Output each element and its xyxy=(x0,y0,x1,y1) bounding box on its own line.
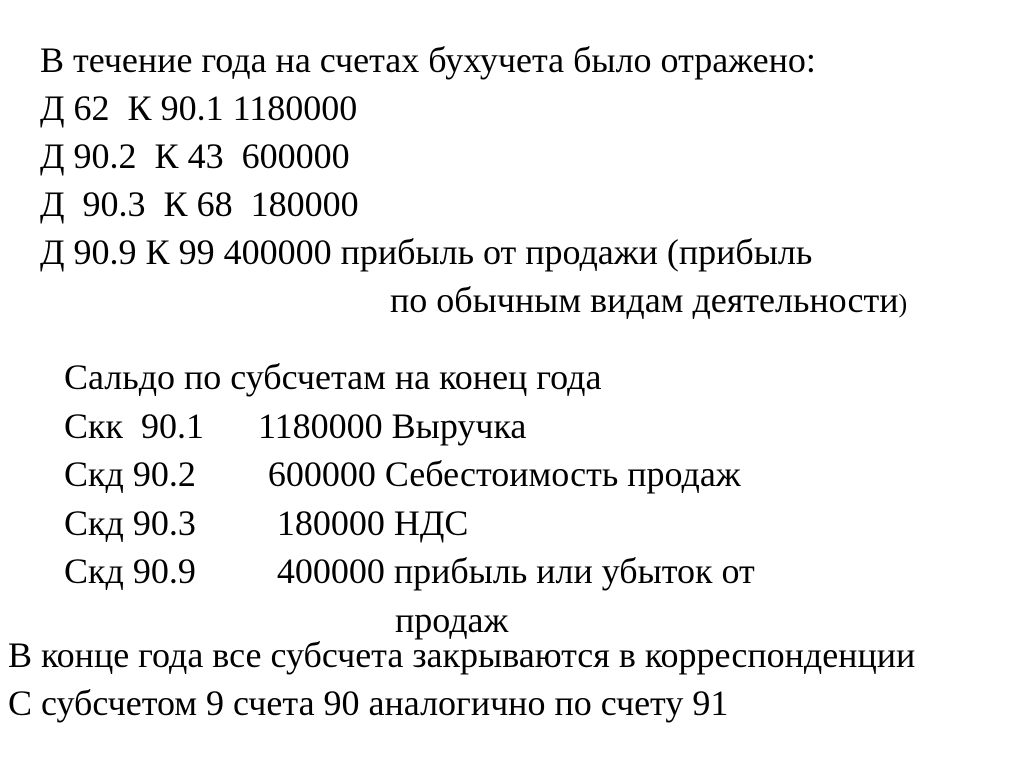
journal-entry-3: Д 90.3 К 68 180000 xyxy=(40,184,359,224)
balance-line-3: Скд 90.3 180000 НДС xyxy=(64,502,469,543)
balance-line-4: Скд 90.9 400000 прибыль или убыток от xyxy=(64,551,755,591)
journal-entry-4-continuation xyxy=(40,276,907,328)
subaccount-balances-block xyxy=(64,353,755,644)
balance-line-2: Скд 90.2 600000 Себестоимость продаж xyxy=(64,454,741,494)
journal-intro: В течение года на счетах бухучета было отражено: xyxy=(40,40,816,80)
journal-continuation-text: по обычным видам деятельности xyxy=(390,280,899,320)
journal-entry-4: Д 90.9 К 99 400000 прибыль от продажи (прибыль xyxy=(40,232,813,272)
journal-entries-block xyxy=(40,36,907,328)
journal-entry-1: Д 62 К 90.1 1180000 xyxy=(40,88,358,128)
closing-paren: ) xyxy=(898,289,908,318)
closing-note-line-2: С субсчетом 9 счета 90 аналогично по счету 91 xyxy=(8,683,729,723)
balance-line-4-continuation: продаж xyxy=(395,599,509,640)
balances-heading: Сальдо по субсчетам на конец года xyxy=(64,357,602,397)
balance-line-1: Скк 90.1 1180000 Выручка xyxy=(64,405,527,446)
closing-note-line-1: В конце года все субсчета закрываются в корреспонденции xyxy=(8,635,916,675)
closing-note-block xyxy=(8,631,915,727)
journal-entry-2: Д 90.2 К 43 600000 xyxy=(40,136,350,176)
